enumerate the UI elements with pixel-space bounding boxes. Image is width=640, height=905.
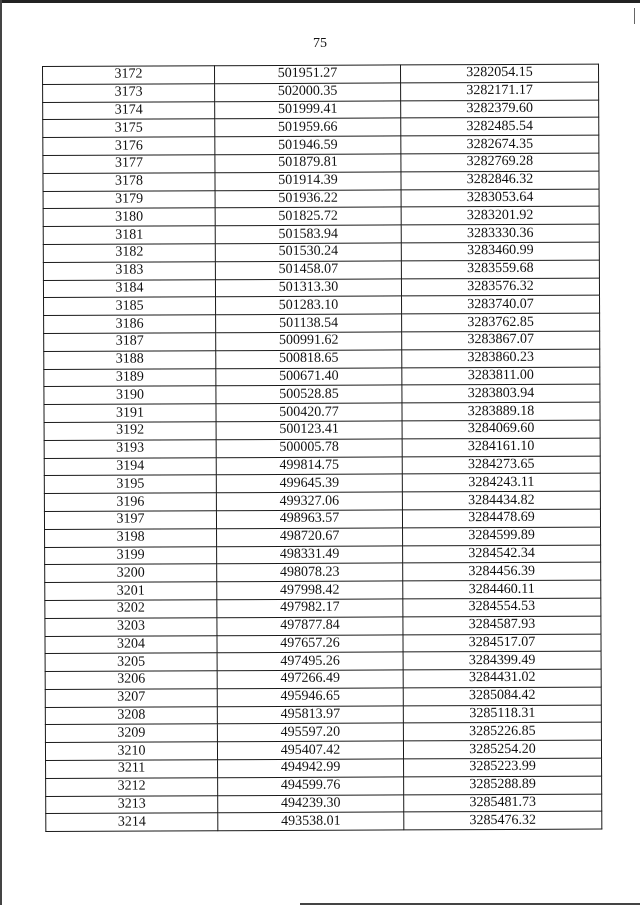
y-coordinate-cell: 3282846.32 [401, 171, 599, 190]
point-number-cell: 3179 [43, 190, 215, 209]
x-coordinate-cell: 501138.54 [216, 314, 402, 333]
table-row [45, 616, 601, 636]
table-row [44, 295, 600, 315]
y-coordinate-cell: 3283860.23 [402, 349, 600, 368]
table-row [46, 758, 602, 778]
x-coordinate-cell: 499645.39 [216, 474, 402, 493]
y-coordinate-cell: 3284542.34 [403, 545, 601, 564]
y-coordinate-cell: 3284456.39 [403, 562, 601, 581]
x-coordinate-cell: 495407.42 [217, 741, 403, 760]
table-row [43, 117, 599, 137]
x-coordinate-cell: 497266.49 [217, 670, 403, 689]
point-number-cell: 3192 [44, 422, 216, 441]
x-coordinate-cell: 494942.99 [218, 759, 404, 778]
scan-edge-top [0, 0, 640, 3]
x-coordinate-cell: 499814.75 [216, 456, 402, 475]
y-coordinate-cell: 3284399.49 [403, 651, 601, 670]
table-row [43, 153, 599, 173]
x-coordinate-cell: 498720.67 [217, 528, 403, 547]
coordinates-table-body [43, 64, 602, 832]
y-coordinate-cell: 3285084.42 [403, 687, 601, 706]
x-coordinate-cell: 501951.27 [215, 65, 401, 84]
point-number-cell: 3213 [46, 795, 218, 814]
table-row [43, 82, 599, 102]
table-row [45, 740, 601, 760]
table-row [45, 545, 601, 565]
x-coordinate-cell: 501946.59 [215, 136, 401, 155]
x-coordinate-cell: 500671.40 [216, 367, 402, 386]
y-coordinate-cell: 3282379.60 [401, 100, 599, 119]
y-coordinate-cell: 3285288.89 [404, 776, 602, 795]
point-number-cell: 3172 [43, 66, 215, 85]
y-coordinate-cell: 3282485.54 [401, 117, 599, 136]
point-number-cell: 3203 [45, 617, 217, 636]
x-coordinate-cell: 497998.42 [217, 581, 403, 600]
table-row [44, 331, 600, 351]
table-row [43, 100, 599, 120]
table-row [43, 206, 599, 226]
x-coordinate-cell: 495946.65 [217, 688, 403, 707]
y-coordinate-cell: 3283559.68 [401, 260, 599, 279]
y-coordinate-cell: 3285481.73 [404, 794, 602, 813]
point-number-cell: 3174 [43, 101, 215, 120]
point-number-cell: 3198 [45, 528, 217, 547]
x-coordinate-cell: 498963.57 [216, 510, 402, 529]
y-coordinate-cell: 3284434.82 [402, 491, 600, 510]
x-coordinate-cell: 501825.72 [215, 207, 401, 226]
y-coordinate-cell: 3283740.07 [402, 295, 600, 314]
table-row [45, 687, 601, 707]
x-coordinate-cell: 495813.97 [217, 706, 403, 725]
x-coordinate-cell: 501530.24 [215, 243, 401, 262]
y-coordinate-cell: 3283762.85 [402, 313, 600, 332]
y-coordinate-cell: 3283053.64 [401, 189, 599, 208]
point-number-cell: 3212 [46, 778, 218, 797]
table-row [44, 313, 600, 333]
x-coordinate-cell: 501583.94 [215, 225, 401, 244]
y-coordinate-cell: 3285226.85 [403, 723, 601, 742]
point-number-cell: 3210 [45, 742, 217, 761]
page-number: 75 [313, 36, 327, 51]
point-number-cell: 3214 [46, 813, 218, 832]
table-row [44, 349, 600, 369]
x-coordinate-cell: 494239.30 [218, 795, 404, 814]
x-coordinate-cell: 500818.65 [216, 350, 402, 369]
x-coordinate-cell: 500528.85 [216, 385, 402, 404]
point-number-cell: 3182 [43, 244, 215, 263]
table-row [43, 135, 599, 155]
table-row [43, 171, 599, 191]
y-coordinate-cell: 3284069.60 [402, 420, 600, 439]
y-coordinate-cell: 3282054.15 [400, 64, 598, 83]
point-number-cell: 3183 [43, 262, 215, 281]
x-coordinate-cell: 501936.22 [215, 190, 401, 209]
point-number-cell: 3187 [44, 333, 216, 352]
coordinates-table [42, 64, 602, 833]
point-number-cell: 3186 [44, 315, 216, 334]
table-row [44, 367, 600, 387]
x-coordinate-cell: 501959.66 [215, 118, 401, 137]
y-coordinate-cell: 3284431.02 [403, 669, 601, 688]
x-coordinate-cell: 498078.23 [217, 563, 403, 582]
y-coordinate-cell: 3284460.11 [403, 580, 601, 599]
point-number-cell: 3195 [44, 475, 216, 494]
point-number-cell: 3211 [46, 760, 218, 779]
x-coordinate-cell: 500005.78 [216, 439, 402, 458]
x-coordinate-cell: 495597.20 [217, 723, 403, 742]
table-row [45, 651, 601, 671]
x-coordinate-cell: 501458.07 [215, 261, 401, 280]
y-coordinate-cell: 3284517.07 [403, 634, 601, 653]
point-number-cell: 3188 [44, 350, 216, 369]
table-row [43, 242, 599, 262]
table-row [45, 562, 601, 582]
x-coordinate-cell: 501313.30 [215, 278, 401, 297]
point-number-cell: 3201 [45, 582, 217, 601]
point-number-cell: 3184 [43, 279, 215, 298]
y-coordinate-cell: 3282171.17 [401, 82, 599, 101]
point-number-cell: 3204 [45, 635, 217, 654]
table-row [44, 456, 600, 476]
point-number-cell: 3185 [44, 297, 216, 316]
point-number-cell: 3189 [44, 368, 216, 387]
y-coordinate-cell: 3285118.31 [403, 705, 601, 724]
point-number-cell: 3177 [43, 155, 215, 174]
y-coordinate-cell: 3284587.93 [403, 616, 601, 635]
x-coordinate-cell: 499327.06 [216, 492, 402, 511]
x-coordinate-cell: 500123.41 [216, 421, 402, 440]
table-row [44, 509, 600, 529]
x-coordinate-cell: 501999.41 [215, 101, 401, 120]
table-row [43, 260, 599, 280]
y-coordinate-cell: 3285476.32 [404, 812, 602, 831]
table-row [44, 491, 600, 511]
point-number-cell: 3209 [45, 724, 217, 743]
y-coordinate-cell: 3285223.99 [404, 758, 602, 777]
y-coordinate-cell: 3283576.32 [401, 278, 599, 297]
point-number-cell: 3207 [45, 689, 217, 708]
x-coordinate-cell: 498331.49 [217, 545, 403, 564]
point-number-cell: 3200 [45, 564, 217, 583]
y-coordinate-cell: 3284273.65 [402, 456, 600, 475]
table-row [43, 224, 599, 244]
x-coordinate-cell: 501879.81 [215, 154, 401, 173]
y-coordinate-cell: 3284554.53 [403, 598, 601, 617]
y-coordinate-cell: 3283803.94 [402, 384, 600, 403]
y-coordinate-cell: 3283867.07 [402, 331, 600, 350]
point-number-cell: 3178 [43, 173, 215, 192]
point-number-cell: 3197 [44, 511, 216, 530]
table-row [45, 580, 601, 600]
x-coordinate-cell: 493538.01 [218, 812, 404, 831]
y-coordinate-cell: 3283889.18 [402, 402, 600, 421]
x-coordinate-cell: 501914.39 [215, 172, 401, 191]
x-coordinate-cell: 497657.26 [217, 634, 403, 653]
y-coordinate-cell: 3284599.89 [403, 527, 601, 546]
table-row [46, 776, 602, 796]
x-coordinate-cell: 497877.84 [217, 617, 403, 636]
x-coordinate-cell: 497495.26 [217, 652, 403, 671]
point-number-cell: 3196 [44, 493, 216, 512]
table-row [46, 812, 602, 832]
scan-mark-right [634, 8, 635, 24]
x-coordinate-cell: 500420.77 [216, 403, 402, 422]
y-coordinate-cell: 3283811.00 [402, 367, 600, 386]
table-row [45, 598, 601, 618]
table-row [46, 794, 602, 814]
point-number-cell: 3199 [45, 546, 217, 565]
point-number-cell: 3175 [43, 119, 215, 138]
table-row [44, 384, 600, 404]
point-number-cell: 3206 [45, 671, 217, 690]
x-coordinate-cell: 494599.76 [218, 777, 404, 796]
table-row [45, 527, 601, 547]
y-coordinate-cell: 3283460.99 [401, 242, 599, 261]
table-row [45, 705, 601, 725]
y-coordinate-cell: 3284243.11 [402, 473, 600, 492]
y-coordinate-cell: 3282769.28 [401, 153, 599, 172]
x-coordinate-cell: 502000.35 [215, 83, 401, 102]
point-number-cell: 3202 [45, 600, 217, 619]
table-row [43, 189, 599, 209]
point-number-cell: 3208 [45, 706, 217, 725]
table-row [44, 473, 600, 493]
point-number-cell: 3181 [43, 226, 215, 245]
y-coordinate-cell: 3283330.36 [401, 224, 599, 243]
point-number-cell: 3173 [43, 84, 215, 103]
table-row [45, 634, 601, 654]
point-number-cell: 3191 [44, 404, 216, 423]
point-number-cell: 3190 [44, 386, 216, 405]
table-row [44, 420, 600, 440]
x-coordinate-cell: 501283.10 [216, 296, 402, 315]
point-number-cell: 3205 [45, 653, 217, 672]
y-coordinate-cell: 3283201.92 [401, 206, 599, 225]
table-row [44, 402, 600, 422]
table-row [43, 64, 599, 84]
point-number-cell: 3176 [43, 137, 215, 156]
point-number-cell: 3194 [44, 457, 216, 476]
x-coordinate-cell: 497982.17 [217, 599, 403, 618]
y-coordinate-cell: 3285254.20 [403, 740, 601, 759]
table-row [45, 669, 601, 689]
table-row [43, 278, 599, 298]
y-coordinate-cell: 3284161.10 [402, 438, 600, 457]
scan-edge-left [0, 0, 2, 905]
point-number-cell: 3180 [43, 208, 215, 227]
table-row [44, 438, 600, 458]
point-number-cell: 3193 [44, 439, 216, 458]
y-coordinate-cell: 3284478.69 [402, 509, 600, 528]
y-coordinate-cell: 3282674.35 [401, 135, 599, 154]
table-row [45, 723, 601, 743]
x-coordinate-cell: 500991.62 [216, 332, 402, 351]
